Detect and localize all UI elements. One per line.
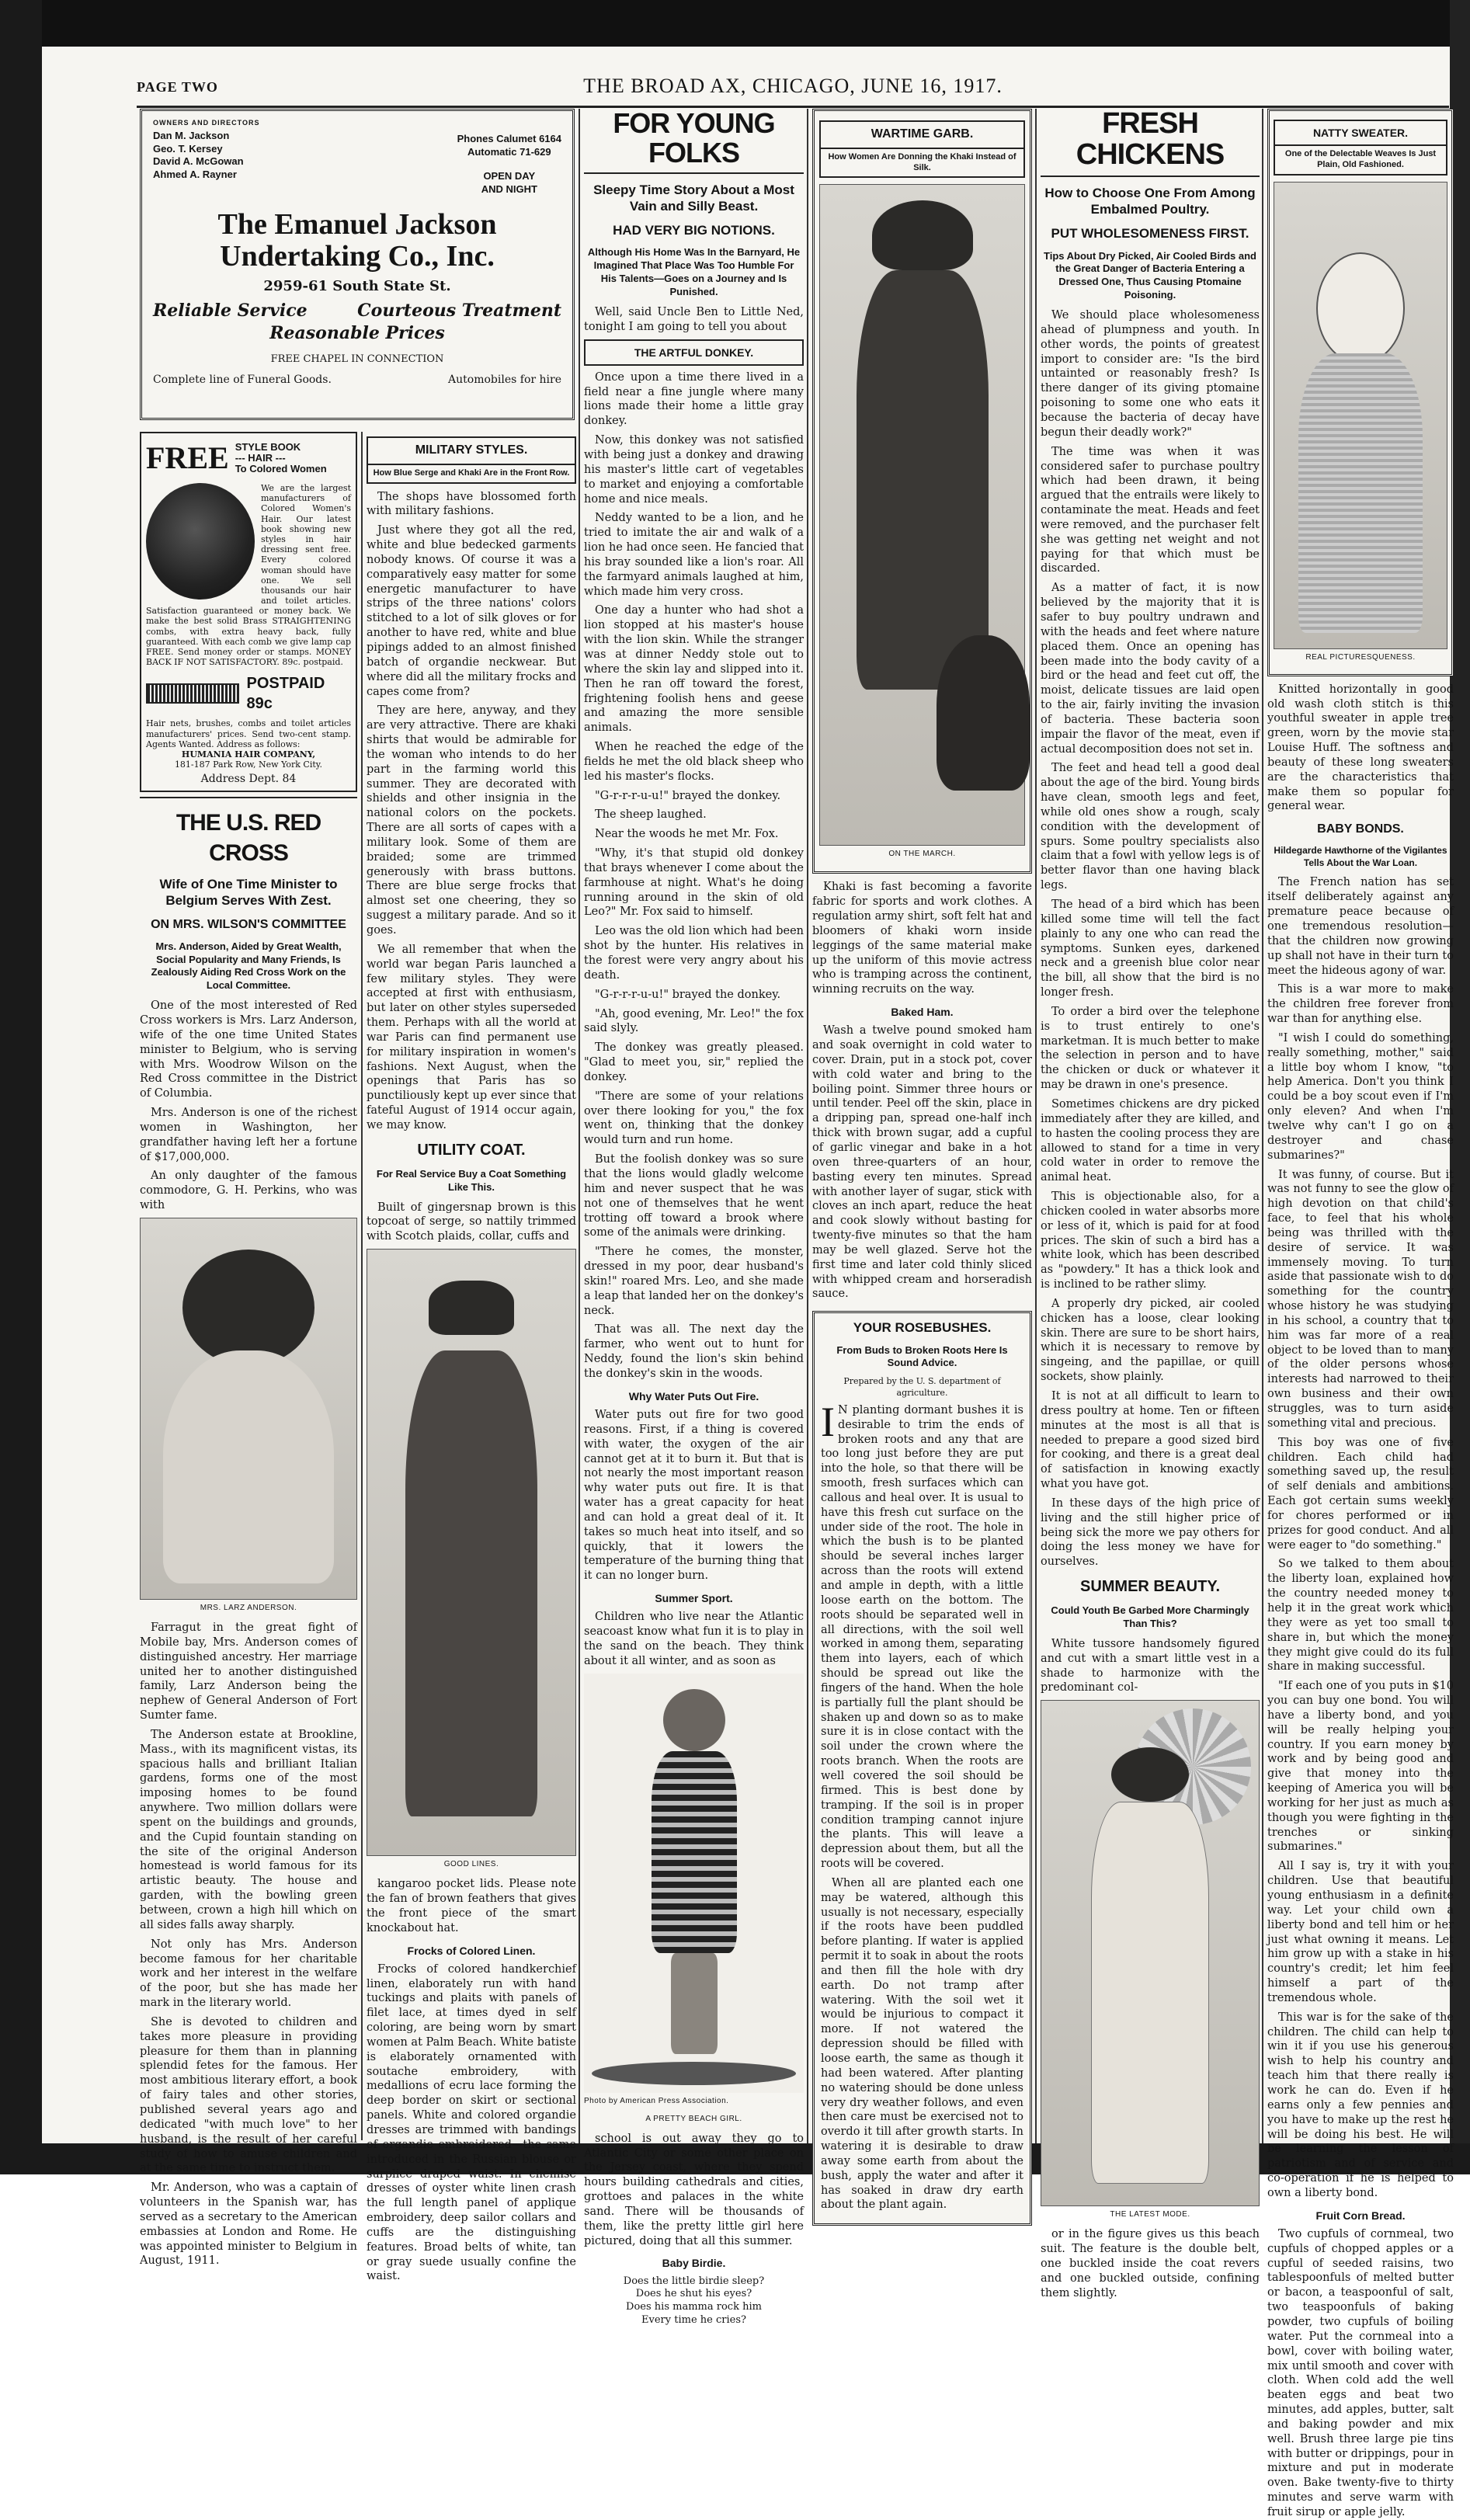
- chickens-deck: PUT WHOLESOMENESS FIRST.: [1051, 226, 1249, 242]
- photo-caption: THE LATEST MODE.: [1110, 2210, 1190, 2219]
- article-paragraph: "If each one of you puts in $10 you can buy one bond. You will have a liberty bond, and you will be really helping your country. If you earn money by work and by being good and give that money into the keeping of America you will be working for her just as much as though you were fighting in the trenches or sinking submarines.": [1267, 1680, 1454, 1854]
- article-paragraph: All I say is, try it with your children. Use that beautiful young enthusiasm in a definite way. Let your child own a liberty bond and tell him or her just what owning it means. Let him grow up with a stake in his country's credit; let him feel himself a part of the tremendous whole.: [1267, 1860, 1454, 2004]
- article-paragraph: Not only has Mrs. Anderson become famous for her charitable work and her interest in the welfare of the poor, but she has made her mark in the literary world.: [140, 1938, 357, 2010]
- divider: [140, 797, 357, 798]
- hair-ad-top: [146, 438, 351, 478]
- beach-suit-photo: [1041, 1700, 1260, 2206]
- hair-ad-foot: Hair nets, brushes, combs and toilet articles manufacturers' prices. Send two-cent stamp. Agents Wanted. Address as follows:: [146, 718, 351, 749]
- photo-caption: MRS. LARZ ANDERSON.: [200, 1603, 297, 1612]
- article-paragraph: Near the woods he met Mr. Fox.: [595, 828, 779, 841]
- article-paragraph: The Anderson estate at Brookline, Mass., with its magnificent vistas, its spacious halls and brilliant Italian gardens, forms one of the most imposing homes to be found anywhere. Two million dollars were spent on the buildings and grounds, and the Cupid fountain standing on the site of the original Anderson homestead is world famous for its artistic beauty. The house and garden, with the bowling green between, crown a high hill which on all sides falls away sharply.: [140, 1728, 357, 1931]
- article-paragraph: A properly dry picked, air cooled chicken has a loose, clear looking skin. There are sure to be short hairs, which it is necessary to remove by singeing, and the papillae, or quill sockets, show plainly.: [1041, 1297, 1260, 1384]
- article-paragraph: In these days of the high price of living and the still higher price of being sick the more we pay others for doing the less money we have for ourselves.: [1041, 1496, 1260, 1569]
- summer-beauty-headline: SUMMER BEAUTY.: [1079, 1578, 1220, 1596]
- poem-line: Every time he cries?: [641, 2314, 746, 2327]
- chickens-headline: FRESH CHICKENS: [1076, 107, 1225, 171]
- column-rule: [579, 109, 580, 2143]
- article-paragraph: Water puts out fire for two good reasons. First, if a thing is covered with water, the oxygen of the air cannot get at it to burn it. But that is not nearly the most important reason why water puts out fire. It is that water has a great capacity for heat and can hold a great deal of it. It takes so much heat into itself, and so quickly, that it lowers the temperature of the burning thing that it can no longer burn.: [584, 1408, 804, 1583]
- summer-beauty-deck: Could Youth Be Garbed More Charmingly Than This?: [1051, 1604, 1249, 1630]
- article-paragraph: So we talked to them about the liberty loan, explained how the country needed money to help it in the great work which they were as yet too small to share in, but which the money they might give could do its full share in making successful.: [1267, 1558, 1454, 1674]
- subhead: Frocks of Colored Linen.: [407, 1944, 536, 1957]
- photo-credit: Photo by American Press Association.: [584, 2096, 729, 2105]
- article-paragraph: Built of gingersnap brown is this topcoat of serge, so nattily trimmed with Scotch plaids, collar, cuffs and: [367, 1201, 576, 1243]
- young-folks-deck: Although His Home Was In the Barnyard, He Imagined That Place Was Too Humble For His Talents—Goes on a Journey and Is Punished.: [587, 246, 801, 298]
- wartime-deck: How Women Are Donning the Khaki Instead of Silk.: [819, 149, 1025, 179]
- baby-bonds-headline: BABY BONDS.: [1317, 822, 1404, 836]
- column-4: [812, 109, 1032, 2212]
- column-rule: [1262, 109, 1263, 2143]
- photo-caption: GOOD LINES.: [443, 1860, 499, 1869]
- article-paragraph: Leo was the old lion which had been shot by the hunter. His relatives in the forest were very angry about his death.: [584, 925, 804, 982]
- divider: [1041, 176, 1260, 177]
- article-paragraph: One day a hunter who had shot a lion stopped at his master's house with the lion skin. While the stranger was at dinner Neddy stole out to where the skin lay and slipped into it. Then he ran off toward the forest, frightening foolish hens and geese and amazing the more sensible animals.: [584, 604, 804, 735]
- undertaker-ad-column: [140, 109, 575, 420]
- column-3: [584, 107, 804, 2327]
- style-book-label: [235, 442, 327, 475]
- baby-bonds-deck: Hildegarde Hawthorne of the Vigilantes Tells About the War Loan.: [1274, 845, 1447, 868]
- hair-company: HUMANIA HAIR COMPANY,: [181, 749, 316, 759]
- suit-figure-icon: [1091, 1802, 1209, 2184]
- article-paragraph: "I wish I could do something, really something, mother," said a little boy whom I know, "to help America. Don't you think I could be a boy scout even if I'm only eleven? And when I'm twelve why can't I go on a destroyer and chase submarines?": [1267, 1031, 1454, 1162]
- article-paragraph: Well, said Uncle Ben to Little Ned, tonight I am going to tell you about: [584, 305, 804, 333]
- article-paragraph: The head of a bird which has been killed some time will tell the fact plainly to any one who can read the symptoms. Sunken eyes, darkened neck and a greenish blue color near the bill, all show that the bird is no longer fresh.: [1041, 899, 1260, 999]
- photo-caption: A PRETTY BEACH GIRL.: [645, 2114, 742, 2123]
- phone-line: Automatic 71-629: [467, 145, 551, 158]
- chickens-deck: Tips About Dry Picked, Air Cooled Birds and the Great Danger of Bacteria Entering a Dressed One, Thus Causing Ptomaine Poisoning.: [1044, 249, 1257, 301]
- phones-block: [457, 133, 561, 196]
- portrait-hair-icon: [182, 1250, 315, 1366]
- article-paragraph: "Ah, good evening, Mr. Leo!" the fox said slyly.: [584, 1007, 804, 1035]
- article-paragraph: When all are planted each one may be watered, although this usually is not necessary, especially if the roots have been puddled before planting. If water is applied permit it to soak in about the roots and then fill the hole with dry earth. Do not tramp after watering. With the soil wet it would be injurious to compact it more. If not watered the depression should be filled with loose earth, the same as though it had been watered. After planting no watering should be done unless very dry weather follows, and even then care must be exercised not to overdo it till after growth starts. In watering it is desirable to draw away some earth from about the bush, apply the water and after it has soaked in draw dry earth about the plant again.: [821, 1876, 1023, 2212]
- natty-headline: NATTY SWEATER.: [1274, 120, 1447, 146]
- felt-hat-icon: [872, 200, 973, 270]
- comb-icon: [146, 683, 239, 704]
- ad-foot-text: Automobiles for hire: [448, 374, 561, 387]
- rosebushes-credit: Prepared by the U. S. department of agriculture.: [843, 1376, 1001, 1398]
- poem-line: Does the little birdie sleep?: [623, 2275, 765, 2287]
- scan-border-left: [0, 0, 42, 2174]
- article-paragraph: This war is for the sake of the children. The child can help to win it if you use his generous wish to help his country and teach him that there really is work he can do. Even if he earns only a few pennies and you have to make up the rest he will be doing his best. He will be learning the lesson of patriotism and of service and co-operation if he is helped to own a liberty bond.: [1267, 2011, 1454, 2199]
- hat-icon: [429, 1281, 514, 1335]
- wartime-photo: [819, 184, 1025, 846]
- owner-name: Geo. T. Kersey: [153, 142, 223, 155]
- article-paragraph: Once upon a time there lived in a field near a fine jungle where many lions made their home a little gray donkey.: [584, 370, 804, 428]
- red-cross-deck: Mrs. Anderson, Aided by Great Wealth, Social Popularity and Many Friends, Is Zealously Aiding Red Cross Work on the Local Committee.: [151, 940, 346, 992]
- hair-ad-text: We are the largest manufacturers of Colored Women's Hair. Our latest book showing new styles in hair dressing sent free. Every colored woman should have one. We sell thousands our hair and toilet articles. Satisfaction guaranteed or money back. We make the best solid Brass STRAIGHTENING combs, with extra heavy back, fully guaranteed. With each comb we give lamp cap FREE. Send money order or stamps. MONEY BACK IF NOT SATISFACTORY. 89c. postpaid.: [146, 483, 351, 668]
- article-paragraph: "Why, it's that stupid old donkey that brays whenever I come about the farmhouse at night. What's he doing running around in the skin of old Leo?" Mr. Fox said to himself.: [584, 847, 804, 919]
- military-headline: MILITARY STYLES.: [367, 436, 576, 465]
- scan-border-top: [0, 0, 1470, 47]
- subhead: Fruit Corn Bread.: [1315, 2209, 1406, 2222]
- article-paragraph: Mr. Anderson, who was a captain of volunteers in the Spanish war, has served as a secretary to the American embassies at London and Rome. He was appointed minister to Belgium in August, 1911.: [140, 2181, 357, 2268]
- article-paragraph: It is not at all difficult to learn to dress poultry at home. Ten or fifteen minutes at the most is all that is needed to prepare a good sized bird for cooking, and there is a great deal of satisfaction in knowing exactly what you have got.: [1041, 1390, 1260, 1491]
- page-header: [137, 75, 1449, 108]
- owners-label: OWNERS AND DIRECTORS: [153, 119, 260, 127]
- article-paragraph: Neddy wanted to be a lion, and he tried to imitate the air and walk of a lion he had once seen. He fancied that his bray sounded like a lion's roar. All the farmyard animals laughed at him, which made him very cross.: [584, 512, 804, 598]
- subhead: Why Water Puts Out Fire.: [628, 1389, 759, 1403]
- rosebushes-box: [812, 1311, 1032, 2226]
- article-paragraph: Farragut in the great fight of Mobile bay, Mrs. Anderson comes of distinguished ancestry. Her marriage united her to another distinguished family, Larz Anderson being the nephew of General Anderson of Fort Sumter fame.: [140, 1621, 357, 1722]
- owner-name: David A. McGowan: [153, 155, 244, 168]
- article-paragraph: The sheep laughed.: [595, 808, 707, 822]
- hair-company-address: 181-187 Park Row, New York City.: [174, 759, 323, 770]
- style-line: STYLE BOOK: [235, 440, 301, 453]
- article-paragraph: The time was when it was considered safer to purchase poultry which had been drawn, it being argued that the entrails were likely to contaminate the meat. Heads and feet were removed, and the purchaser felt she was getting net weight and not paying for that which must be discarded.: [1041, 445, 1260, 575]
- photo-caption: REAL PICTURESQUENESS.: [1305, 652, 1416, 662]
- column-2: [367, 432, 576, 2283]
- article-paragraph: The donkey was greatly pleased. "Glad to meet you, sir," replied the donkey.: [584, 1041, 804, 1083]
- page-number: PAGE TWO: [137, 79, 218, 95]
- article-paragraph: She is devoted to children and takes more pleasure in providing pleasure for them than in planning splendid fetes for the famous. Her most ambitious literary effort, a book of fairy tales and other stories, published several years ago and dedicated "with much love" to her husband, is the result of her careful study of how to amuse children and at the same time to instruct them.: [140, 2015, 357, 2175]
- child-head-icon: [663, 1689, 725, 1751]
- ad-title-line: Undertaking Co., Inc.: [220, 239, 495, 273]
- dog-icon: [937, 635, 1030, 791]
- coat-figure-icon: [405, 1350, 537, 1816]
- red-cross-deck: Wife of One Time Minister to Belgium Serves With Zest.: [159, 877, 338, 909]
- style-line: To Colored Women: [235, 463, 327, 475]
- hours-line: OPEN DAY: [483, 169, 536, 182]
- article-paragraph: kangaroo pocket lids. Please note the fan of brown feathers that gives the front piece of the smart knockabout hat.: [367, 1878, 576, 1934]
- article-paragraph: "There he comes, the monster, dressed in my poor, dear husband's skin!" roared Mrs. Leo, and she made a leap that landed her on the donkey's neck.: [584, 1246, 804, 1317]
- anderson-photo: [140, 1218, 357, 1600]
- article-paragraph: That was all. The next day the farmer, who went out to hunt for Neddy, found the lion's skin behind the donkey's skin in the woods.: [584, 1323, 804, 1380]
- subhead: Baby Birdie.: [662, 2257, 726, 2270]
- sweater-photo: [1274, 182, 1447, 649]
- article-paragraph: The French nation has set itself deliberately against any premature peace because of one tremendous resolution—that the children now growing up shall not have in their turn to meet the hideous agony of war.: [1267, 876, 1454, 977]
- poem-line: Does his mamma rock him: [626, 2301, 762, 2313]
- article-paragraph: Now, this donkey was not satisfied with being just a donkey and drawing his master's little cart of vegetables to market and enjoying a comfortable home and nice meals.: [584, 434, 804, 506]
- article-paragraph: They are here, anyway, and they are very attractive. There are khaki shirts that would be admirable for the woman who intends to do her part in the farming world this summer. They are decorated with shields and other insignia in the national colors on the pockets. There are all sorts of capes with a military look. Some of them are braided; some are trimmed generously with brass buttons. There are blue serge frocks that almost set one cheering, they so suggest a military parade. And so it goes.: [367, 704, 576, 937]
- bathing-suit-icon: [652, 1751, 737, 1953]
- article-paragraph: To order a bird over the telephone is to trust entirely to one's marketman. It is much better to make the selection in person and to have the chicken or duck or whatever it may be drawn in one's presence.: [1041, 1005, 1260, 1092]
- masthead: THE BROAD AX, CHICAGO, JUNE 16, 1917.: [583, 75, 1003, 97]
- hair-illustration-icon: [146, 483, 255, 600]
- hair-ad: [140, 432, 357, 792]
- sand-shadow-icon: [592, 2062, 796, 2085]
- ad-foot-text: Complete line of Funeral Goods.: [153, 374, 332, 387]
- subhead: Summer Sport.: [655, 1592, 733, 1605]
- article-paragraph: This boy was one of five children. Each child had something saved up, the result of self denials and ambitions. Each got certain sums weekly for chores performed or in prizes for good conduct. And all were eager to "do something.": [1267, 1436, 1454, 1552]
- legs-icon: [671, 1953, 718, 2054]
- hours-line: AND NIGHT: [481, 182, 537, 195]
- natty-box: [1267, 109, 1454, 676]
- poem: [584, 2275, 804, 2328]
- owner-name: Dan M. Jackson: [153, 129, 230, 141]
- article-paragraph: "There are some of your relations over there looking for you," the fox went on, thinking that the donkey would turn and run home.: [584, 1090, 804, 1147]
- beach-girl-photo: [584, 1674, 804, 2093]
- portrait-figure-icon: [163, 1350, 334, 1583]
- military-deck: How Blue Serge and Khaki Are in the Front Row.: [367, 465, 576, 484]
- red-cross-deck: ON MRS. WILSON'S COMMITTEE: [151, 917, 346, 931]
- style-line: --- HAIR ---: [235, 451, 286, 464]
- column-rule: [361, 432, 363, 2140]
- column-1: [140, 432, 357, 2268]
- red-cross-headline: THE U.S. RED CROSS: [175, 810, 321, 867]
- sweater-figure-icon: [1298, 353, 1423, 633]
- ad-title-line: The Emanuel Jackson: [217, 207, 497, 241]
- subhead: Baked Ham.: [891, 1006, 954, 1019]
- ad-address: 2959-61 South State St.: [263, 277, 451, 294]
- utility-headline: UTILITY COAT.: [417, 1141, 526, 1159]
- photo-caption: ON THE MARCH.: [888, 850, 956, 859]
- young-folks-deck: Sleepy Time Story About a Most Vain and Silly Beast.: [593, 182, 794, 214]
- article-paragraph: An only daughter of the famous commodore, G. H. Perkins, who was with: [140, 1170, 357, 1212]
- young-folks-deck: HAD VERY BIG NOTIONS.: [613, 223, 775, 238]
- comb-row: [146, 673, 351, 714]
- article-paragraph: Children who live near the Atlantic seacoast know what fun it is to play in the sand on the beach. They think about it all winter, and as soon as: [584, 1611, 804, 1667]
- hair-ad-body: [146, 483, 351, 667]
- story-title: THE ARTFUL DONKEY.: [584, 339, 804, 366]
- ad-slogan: Reliable Service: [153, 301, 308, 322]
- khaki-figure-icon: [857, 270, 989, 690]
- article-paragraph: One of the most interested of Red Cross workers is Mrs. Larz Anderson, wife of the one time United States minister to Belgium, who is serving with Mrs. Woodrow Wilson on the Red Cross committee in the District of Columbia.: [140, 999, 357, 1100]
- ad-slogan: Reasonable Prices: [269, 322, 445, 343]
- owner-name: Ahmed A. Rayner: [153, 169, 237, 181]
- column-rule: [1035, 109, 1037, 2143]
- column-rule: [807, 109, 808, 2143]
- wartime-box: [812, 109, 1032, 874]
- actress-head-icon: [1316, 252, 1405, 364]
- column-6: [1267, 109, 1454, 2518]
- ad-chapel-line: FREE CHAPEL IN CONNECTION: [270, 353, 444, 366]
- ad-slogan: Courteous Treatment: [357, 301, 561, 322]
- article-paragraph: It was funny, of course. But it was not funny to see the glow of high devotion on that child's face, to feel that his whole being was thrilled with the desire of service. It was immensely moving. To turn aside that passionate wish to do something for the country whose history he was studying in his school, a country that to him was far more of a real object to be loved than to many of the older persons whose interests had narrowed to their own business and their own struggles, was to turn aside something vital and precious.: [1267, 1168, 1454, 1430]
- article-paragraph: The shops have blossomed forth with military fashions.: [367, 490, 576, 518]
- article-paragraph: Sometimes chickens are dry picked immediately after they are killed, and to hasten the cooling process they are allowed to stand for a time in very cold water in order to remove the animal heat.: [1041, 1097, 1260, 1184]
- hat-icon: [1111, 1747, 1189, 1802]
- article-paragraph: or in the figure gives us this beach suit. The feature is the double belt, one buckled inside the coat revers and one buckled outside, confining them slightly.: [1041, 2228, 1260, 2299]
- article-paragraph: N planting dormant bushes it is desirable to trim the ends of broken roots and any that are too long just before they are put into the hole, so that there will be smooth, fresh surfaces which can callous and heal over. It is usual to have this fresh cut surface on the under side of the root. The hole in which the bush is to be planted should be several inches larger across than the roots will extend and ample in depth, with a little loose earth on the bottom. The roots should be separated well in all directions, with the soil well worked in among them, separating them into layers, each of which should be spread out like the fingers of the hand. When the hole is partially full the plant should be shaken up and down so as to make sure it is in close contact with the soil under the crown where the roots branch. When the roots are well covered the soil should be firmed. This is best done by tramping. If the soil is in proper condition tramping cannot injure the plants. This will leave a depression about them, but all the roots will be covered.: [821, 1403, 1023, 1871]
- article-paragraph: school is out away they go to Atlantic City or some other place on the Jersey coast, where they spend hours building cathedrals and cities, grottoes and palaces in the white sand. There will be thousands of them, like the pretty little girl here pictured, doing that all this summer.: [584, 2132, 804, 2247]
- utility-deck: For Real Service Buy a Coat Something Like This.: [376, 1167, 567, 1193]
- column-5: [1041, 107, 1260, 2299]
- postpaid-price: POSTPAID 89c: [246, 675, 325, 713]
- chickens-deck: How to Choose One From Among Embalmed Poultry.: [1044, 185, 1256, 217]
- rosebushes-deck: From Buds to Broken Roots Here Is Sound Advice.: [836, 1343, 1008, 1369]
- article-paragraph: Khaki is fast becoming a favorite fabric for sports and work clothes. A regulation army shirt, soft felt hat and bloomers of khaki worn inside leggings of the same material make up the uniform of this movie actress who is tramping across the continent, winning recruits on the way.: [812, 881, 1032, 996]
- article-paragraph: White tussore handsomely figured and cut with a smart little vest in a shade to harmonize with the predominant col-: [1041, 1637, 1260, 1694]
- article-paragraph: Just where they got all the red, white and blue bedecked garments nobody knows. Of course it was a comparatively easy matter for some energetic manufacturer to have strips of the three nations' colors stitched to a lot of silk gloves or for another to have red, white and blue pipings added to an almost finished batch of organdie neckwear. But where did all the military frocks and capes come from?: [367, 524, 576, 698]
- natty-deck: One of the Delectable Weaves Is Just Plain, Old Fashioned.: [1274, 146, 1447, 176]
- poem-line: Does he shut his eyes?: [635, 2288, 752, 2300]
- article-paragraph: This is objectionable also, for a chicken cooled in water absorbs more or less of it, which is paid for at food prices. The skin of such a bird has a white look, which has been described as "powdery." It has a thick look and is inclined to be rather slimy.: [1041, 1190, 1260, 1291]
- article-paragraph: Knitted horizontally in good old wash cloth stitch is this youthful sweater in apple tree green, worn by the movie star Louise Huff. The softness and beauty of these long sweaters are the characteristics that make them so popular for general wear.: [1267, 683, 1454, 813]
- ad-foot-row: [153, 373, 561, 387]
- rosebushes-headline: YOUR ROSEBUSHES.: [853, 1320, 992, 1336]
- article-paragraph: But the foolish donkey was so sure that the lions would gladly welcome him and never suspect that he was not one of themselves that he went trotting off toward a brook where some of the animals were drinking.: [584, 1153, 804, 1239]
- article-paragraph: "G-r-r-r-u-u!" brayed the donkey.: [595, 988, 781, 1001]
- wartime-headline: WARTIME GARB.: [819, 120, 1025, 149]
- drop-cap: I: [821, 1398, 835, 1445]
- hair-dept: Address Dept. 84: [200, 773, 297, 786]
- article-paragraph: We all remember that when the world war began Paris launched a few military styles. They were accepted at first with enthusiasm, but later on other styles superseded them. Perhaps with all the world at war Paris can find permanent use for military inspiration in women's fashions. Next August, when the openings that Paris has so punctiliously kept up ever since that fateful August of 1914 occur again, we may know.: [367, 943, 576, 1131]
- article-paragraph: When he reached the edge of the fields he met the old black sheep who led his master's flocks.: [584, 741, 804, 783]
- article-paragraph: We should place wholesomeness ahead of plumpness and youth. In other words, the points of greatest import to consider are: "Is the bird untainted or reasonably fresh? Is there danger of its giving ptomaine poisoning to some one who eats it because the bacteria of decay have begun their deadly work?": [1041, 309, 1260, 439]
- article-paragraph: Wash a twelve pound smoked ham and soak overnight in cold water to cover. Drain, put in a stock pot, cover with cold water and bring to the boiling point. Simmer three hours or until tender. Peel off the skin, place in a dripping pan, spread one-half inch thick with brown sugar, add a cupful of garlic vinegar and bake in a hot oven three-quarters of an hour, basting every ten minutes. Spread with another layer of sugar, stick with cloves an inch apart, reduce the heat and cook slowly without basting for twenty-five minutes so that the ham may be well glazed. Serve hot the first time and later cold thinly sliced with whipped cream and horseradish sauce.: [812, 1024, 1032, 1301]
- ad-slogan-row: [153, 300, 561, 322]
- undertaker-ad: [140, 109, 575, 420]
- article-paragraph: "G-r-r-r-u-u!" brayed the donkey.: [595, 789, 781, 802]
- ad-owners-row: [153, 119, 561, 196]
- article-paragraph: This is a war more to make the children free forever from war than for anything else.: [1267, 983, 1454, 1026]
- phone-line: Phones Calumet 6164: [457, 133, 561, 144]
- article-paragraph: As a matter of fact, it is now believed by the majority that it is safer to buy poultry undrawn and with the heads and feet where nature placed them. Once an opening has been made into the body cavity of a bird or the head and feet cut off, the moist, delicate tissues are laid open to the air, fairly inviting the invasion of bacteria. These bacteria soon impair the flavor of the meat, even if actual decomposition does not set in.: [1041, 582, 1260, 756]
- article-paragraph: The feet and head tell a good deal about the age of the bird. Young birds have clean, smooth legs and feet, while old ones show a rough, scaly condition with the development of spurs. Some poultry specialists also claim that a fowl with yellow legs is of better flavor than one having black legs.: [1041, 762, 1260, 892]
- article-paragraph: Frocks of colored handkerchief linen, elaborately run with hand tuckings and plaits with panels of filet lace, at times dyed in self coloring, are being worn by smart women at Palm Beach. White batiste is elaborately ornamented with soutache embroidery, with medallions of ecru lace forming the deep border on skirt or sectional panels. White and colored organdie dresses are trimmed with bandings of organdie embroidered—the same introduced in the Russian blouse or surplice draped waist. In chemise dresses of oyster white linen crash the full length panel of applique embroidery, deep sailor collars and cuffs are the distinguishing features. Broad belts of white, tan or gray suede usually confine the waist.: [367, 1962, 576, 2283]
- young-folks-headline: FOR YOUNG FOLKS: [613, 107, 775, 169]
- owners-list: [153, 119, 260, 196]
- divider: [584, 172, 804, 174]
- ad-title: [153, 209, 561, 273]
- article-paragraph: Two cupfuls of cornmeal, two cupfuls of chopped apples or a cupful of seeded raisins, two tablespoonfuls of melted butter or bacon, a teaspoonful of salt, two teaspoonfuls of baking powder, two cupfuls of boiling water. Put the cornmeal into a bowl, cover with boiling water, mix until smooth and cover with cloth. When cold add the well beaten eggs and beat two minutes, add apples, butter, salt and baking powder and mix well. Brush three large pie tins with butter or drippings, pour in mixture and put in moderate oven. Bake twenty-five to thirty minutes and serve warm with fruit sirup or apple jelly.: [1267, 2227, 1454, 2518]
- article-paragraph: Mrs. Anderson is one of the richest women in Washington, her grandfather having left her a fortune of $17,000,000.: [140, 1107, 357, 1163]
- coat-photo: [367, 1249, 576, 1856]
- free-word: FREE: [146, 440, 229, 475]
